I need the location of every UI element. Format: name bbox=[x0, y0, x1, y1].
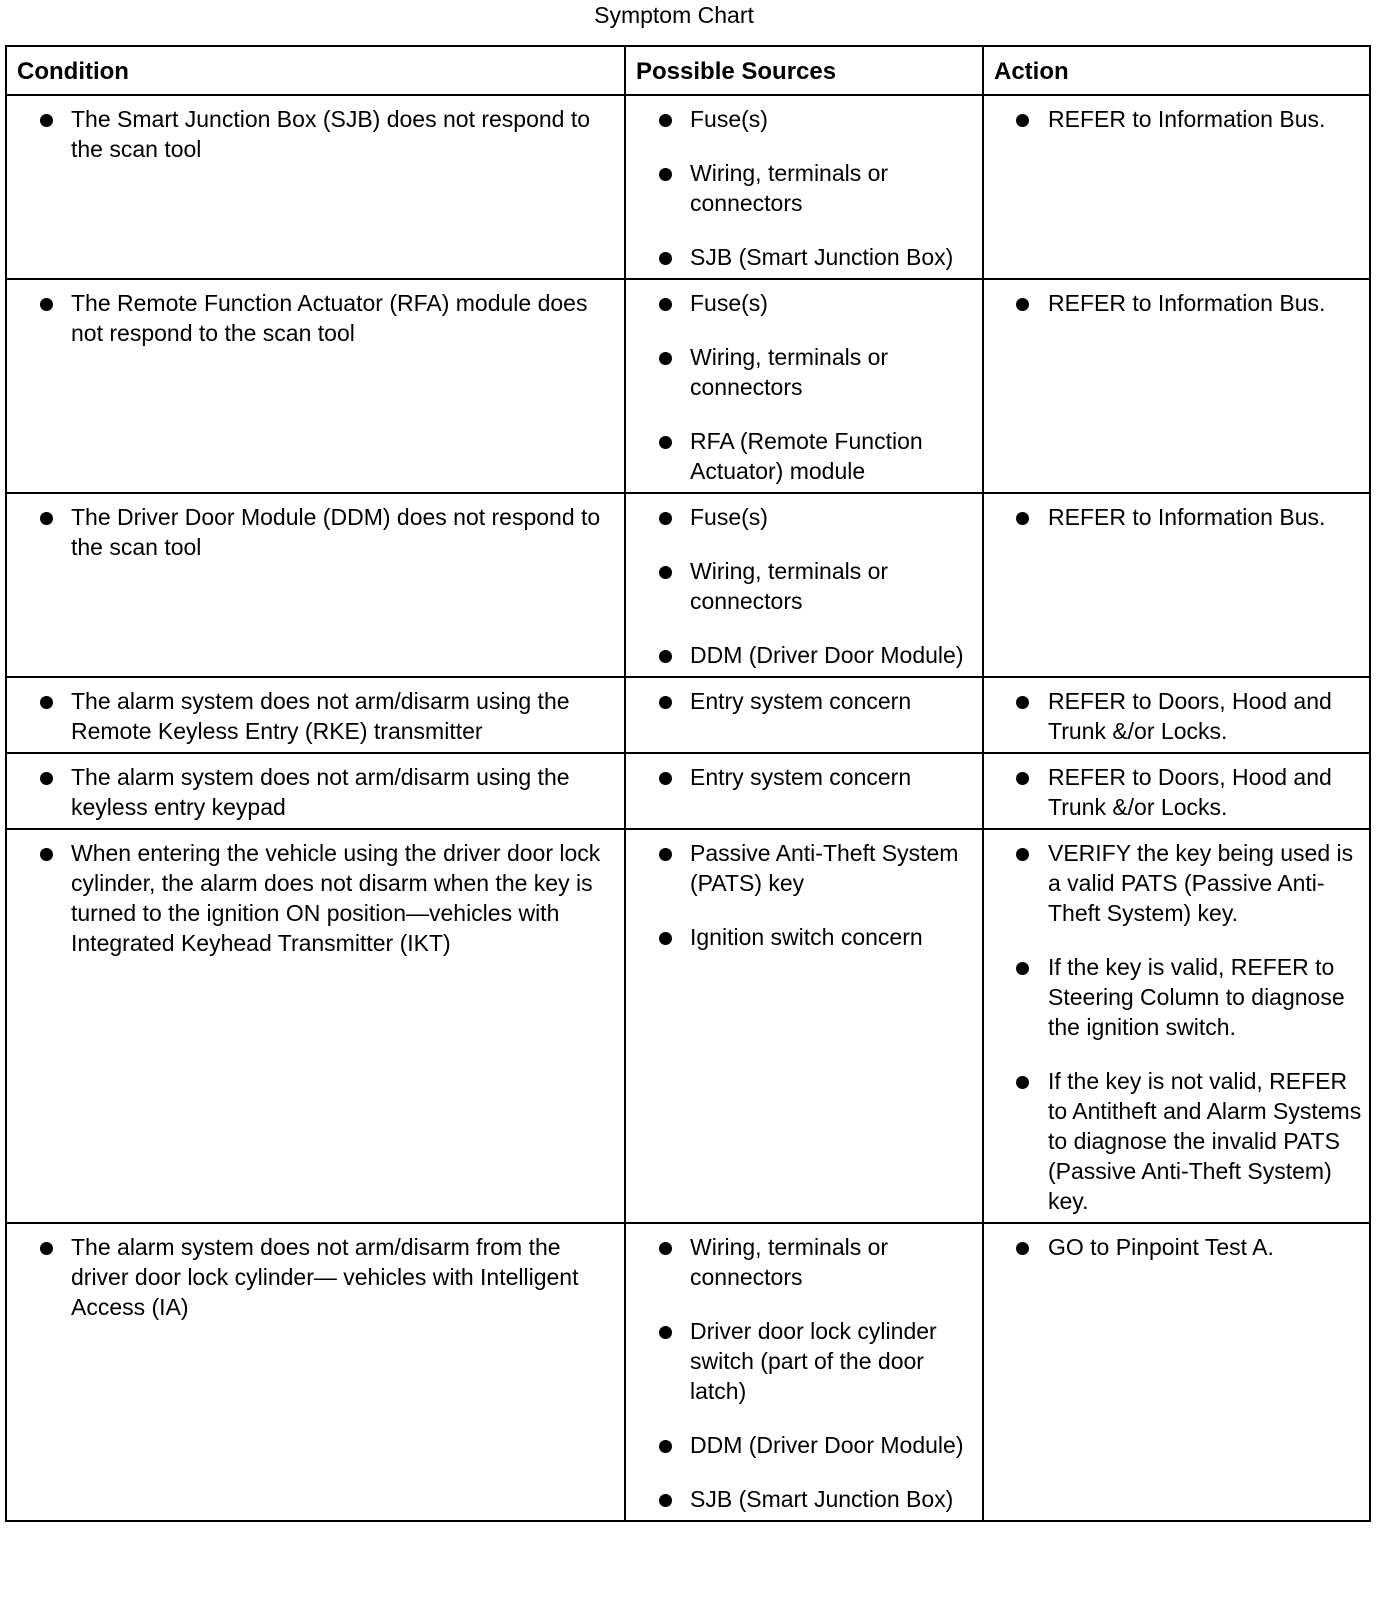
sources-header: Possible Sources bbox=[625, 46, 983, 95]
list-item bbox=[632, 922, 976, 952]
sources-cell bbox=[625, 677, 983, 753]
list-item bbox=[990, 838, 1363, 928]
condition-cell bbox=[6, 493, 625, 677]
item-text: REFER to Information Bus. bbox=[1048, 504, 1326, 530]
bullet-list bbox=[13, 288, 618, 348]
list-item bbox=[632, 556, 976, 616]
table-row bbox=[6, 753, 1370, 829]
list-item bbox=[632, 426, 976, 486]
action-cell bbox=[983, 677, 1370, 753]
sources-cell bbox=[625, 279, 983, 493]
item-text: The Smart Junction Box (SJB) does not respond to the scan tool bbox=[71, 106, 591, 162]
bullet-icon bbox=[40, 1242, 53, 1255]
list-item bbox=[990, 502, 1363, 532]
chart-title: Symptom Chart bbox=[594, 2, 754, 28]
bullet-icon bbox=[1016, 772, 1029, 785]
bullet-icon bbox=[659, 1494, 672, 1507]
list-item bbox=[990, 1066, 1363, 1216]
bullet-icon bbox=[1016, 1242, 1029, 1255]
action-cell bbox=[983, 1223, 1370, 1521]
bullet-list bbox=[632, 502, 976, 670]
item-text: SJB (Smart Junction Box) bbox=[690, 244, 954, 270]
list-item bbox=[13, 838, 618, 958]
bullet-icon bbox=[40, 114, 53, 127]
list-item bbox=[632, 502, 976, 532]
item-text: Wiring, terminals or connectors bbox=[690, 344, 889, 400]
item-text: REFER to Doors, Hood and Trunk &/or Locks. bbox=[1048, 688, 1332, 744]
condition-cell bbox=[6, 1223, 625, 1521]
bullet-list bbox=[990, 838, 1363, 1216]
bullet-icon bbox=[1016, 512, 1029, 525]
bullet-icon bbox=[659, 352, 672, 365]
bullet-list bbox=[13, 686, 618, 746]
list-item bbox=[13, 686, 618, 746]
bullet-icon bbox=[659, 168, 672, 181]
bullet-icon bbox=[659, 650, 672, 663]
list-item bbox=[13, 762, 618, 822]
action-cell bbox=[983, 279, 1370, 493]
bullet-icon bbox=[1016, 696, 1029, 709]
list-item bbox=[990, 104, 1363, 134]
item-text: If the key is valid, REFER to Steering Column to diagnose the ignition switch. bbox=[1048, 954, 1345, 1040]
item-text: The Remote Function Actuator (RFA) module does not respond to the scan tool bbox=[71, 290, 588, 346]
table-row bbox=[6, 1223, 1370, 1521]
sources-cell bbox=[625, 1223, 983, 1521]
bullet-list bbox=[990, 288, 1363, 318]
bullet-icon bbox=[40, 298, 53, 311]
item-text: Fuse(s) bbox=[690, 106, 768, 132]
sources-cell bbox=[625, 95, 983, 279]
table-row bbox=[6, 95, 1370, 279]
bullet-icon bbox=[40, 696, 53, 709]
list-item bbox=[13, 288, 618, 348]
symptom-table bbox=[5, 45, 1371, 1522]
bullet-icon bbox=[659, 772, 672, 785]
table-body bbox=[6, 95, 1370, 1521]
bullet-list bbox=[13, 838, 618, 958]
list-item bbox=[632, 1484, 976, 1514]
bullet-icon bbox=[659, 298, 672, 311]
list-item bbox=[632, 158, 976, 218]
item-text: RFA (Remote Function Actuator) module bbox=[690, 428, 923, 484]
list-item bbox=[632, 1430, 976, 1460]
item-text: REFER to Doors, Hood and Trunk &/or Locks. bbox=[1048, 764, 1332, 820]
item-text: Ignition switch concern bbox=[690, 924, 923, 950]
condition-cell bbox=[6, 753, 625, 829]
bullet-icon bbox=[40, 512, 53, 525]
bullet-icon bbox=[40, 848, 53, 861]
bullet-icon bbox=[659, 932, 672, 945]
list-item bbox=[632, 1232, 976, 1292]
action-cell bbox=[983, 829, 1370, 1223]
bullet-icon bbox=[659, 696, 672, 709]
item-text: Entry system concern bbox=[690, 764, 912, 790]
item-text: REFER to Information Bus. bbox=[1048, 290, 1326, 316]
item-text: The alarm system does not arm/disarm using the keyless entry keypad bbox=[71, 764, 570, 820]
bullet-icon bbox=[659, 252, 672, 265]
bullet-list bbox=[13, 502, 618, 562]
bullet-icon bbox=[659, 1326, 672, 1339]
condition-cell bbox=[6, 677, 625, 753]
bullet-icon bbox=[659, 436, 672, 449]
list-item bbox=[990, 952, 1363, 1042]
item-text: Wiring, terminals or connectors bbox=[690, 1234, 889, 1290]
table-row bbox=[6, 677, 1370, 753]
bullet-list bbox=[632, 762, 976, 792]
list-item bbox=[632, 104, 976, 134]
bullet-list bbox=[632, 1232, 976, 1514]
bullet-list bbox=[13, 104, 618, 164]
condition-cell bbox=[6, 279, 625, 493]
bullet-list bbox=[632, 838, 976, 952]
bullet-list bbox=[990, 502, 1363, 532]
item-text: GO to Pinpoint Test A. bbox=[1048, 1234, 1274, 1260]
condition-cell bbox=[6, 95, 625, 279]
item-text: DDM (Driver Door Module) bbox=[690, 642, 964, 668]
bullet-list bbox=[632, 686, 976, 716]
action-cell bbox=[983, 95, 1370, 279]
bullet-list bbox=[13, 1232, 618, 1322]
bullet-list bbox=[632, 104, 976, 272]
bullet-list bbox=[990, 104, 1363, 134]
bullet-list bbox=[990, 686, 1363, 746]
item-text: Passive Anti-Theft System (PATS) key bbox=[690, 840, 959, 896]
item-text: The Driver Door Module (DDM) does not respond to the scan tool bbox=[71, 504, 601, 560]
bullet-list bbox=[632, 288, 976, 486]
item-text: VERIFY the key being used is a valid PATS (Passive Anti-Theft System) key. bbox=[1048, 840, 1354, 926]
table-row bbox=[6, 279, 1370, 493]
bullet-icon bbox=[1016, 114, 1029, 127]
bullet-icon bbox=[1016, 1076, 1029, 1089]
action-cell bbox=[983, 753, 1370, 829]
condition-cell bbox=[6, 829, 625, 1223]
bullet-list bbox=[990, 762, 1363, 822]
item-text: When entering the vehicle using the driver door lock cylinder, the alarm does not disarm when the key is turned to the ignition ON position—vehicles with Integrated Keyhead Transmitter (IKT) bbox=[71, 840, 601, 956]
sources-cell bbox=[625, 753, 983, 829]
item-text: REFER to Information Bus. bbox=[1048, 106, 1326, 132]
item-text: Driver door lock cylinder switch (part of the door latch) bbox=[690, 1318, 937, 1404]
list-item bbox=[632, 762, 976, 792]
bullet-icon bbox=[1016, 298, 1029, 311]
list-item bbox=[990, 1232, 1363, 1262]
sources-cell bbox=[625, 829, 983, 1223]
table-row bbox=[6, 829, 1370, 1223]
list-item bbox=[632, 242, 976, 272]
bullet-icon bbox=[659, 1440, 672, 1453]
header-row bbox=[6, 46, 1370, 95]
list-item bbox=[632, 1316, 976, 1406]
list-item bbox=[13, 104, 618, 164]
item-text: Fuse(s) bbox=[690, 290, 768, 316]
list-item bbox=[632, 686, 976, 716]
bullet-icon bbox=[659, 1242, 672, 1255]
list-item bbox=[632, 288, 976, 318]
item-text: Wiring, terminals or connectors bbox=[690, 558, 889, 614]
bullet-icon bbox=[40, 772, 53, 785]
list-item bbox=[632, 838, 976, 898]
item-text: Wiring, terminals or connectors bbox=[690, 160, 889, 216]
item-text: SJB (Smart Junction Box) bbox=[690, 1486, 954, 1512]
bullet-icon bbox=[1016, 962, 1029, 975]
item-text: Fuse(s) bbox=[690, 504, 768, 530]
action-cell bbox=[983, 493, 1370, 677]
bullet-icon bbox=[659, 512, 672, 525]
item-text: Entry system concern bbox=[690, 688, 912, 714]
item-text: The alarm system does not arm/disarm using the Remote Keyless Entry (RKE) transmitter bbox=[71, 688, 570, 744]
bullet-icon bbox=[659, 566, 672, 579]
action-header: Action bbox=[983, 46, 1370, 95]
bullet-icon bbox=[659, 848, 672, 861]
list-item bbox=[632, 342, 976, 402]
condition-header: Condition bbox=[6, 46, 625, 95]
list-item bbox=[632, 640, 976, 670]
list-item bbox=[990, 762, 1363, 822]
list-item bbox=[990, 288, 1363, 318]
bullet-list bbox=[990, 1232, 1363, 1262]
bullet-icon bbox=[659, 114, 672, 127]
bullet-list bbox=[13, 762, 618, 822]
item-text: DDM (Driver Door Module) bbox=[690, 1432, 964, 1458]
table-row bbox=[6, 493, 1370, 677]
list-item bbox=[13, 502, 618, 562]
bullet-icon bbox=[1016, 848, 1029, 861]
sources-cell bbox=[625, 493, 983, 677]
item-text: The alarm system does not arm/disarm from the driver door lock cylinder— vehicles with Intelligent Access (IA) bbox=[71, 1234, 579, 1320]
item-text: If the key is not valid, REFER to Antitheft and Alarm Systems to diagnose the invalid PATS (Passive Anti-Theft System) key. bbox=[1048, 1068, 1362, 1214]
list-item bbox=[13, 1232, 618, 1322]
list-item bbox=[990, 686, 1363, 746]
